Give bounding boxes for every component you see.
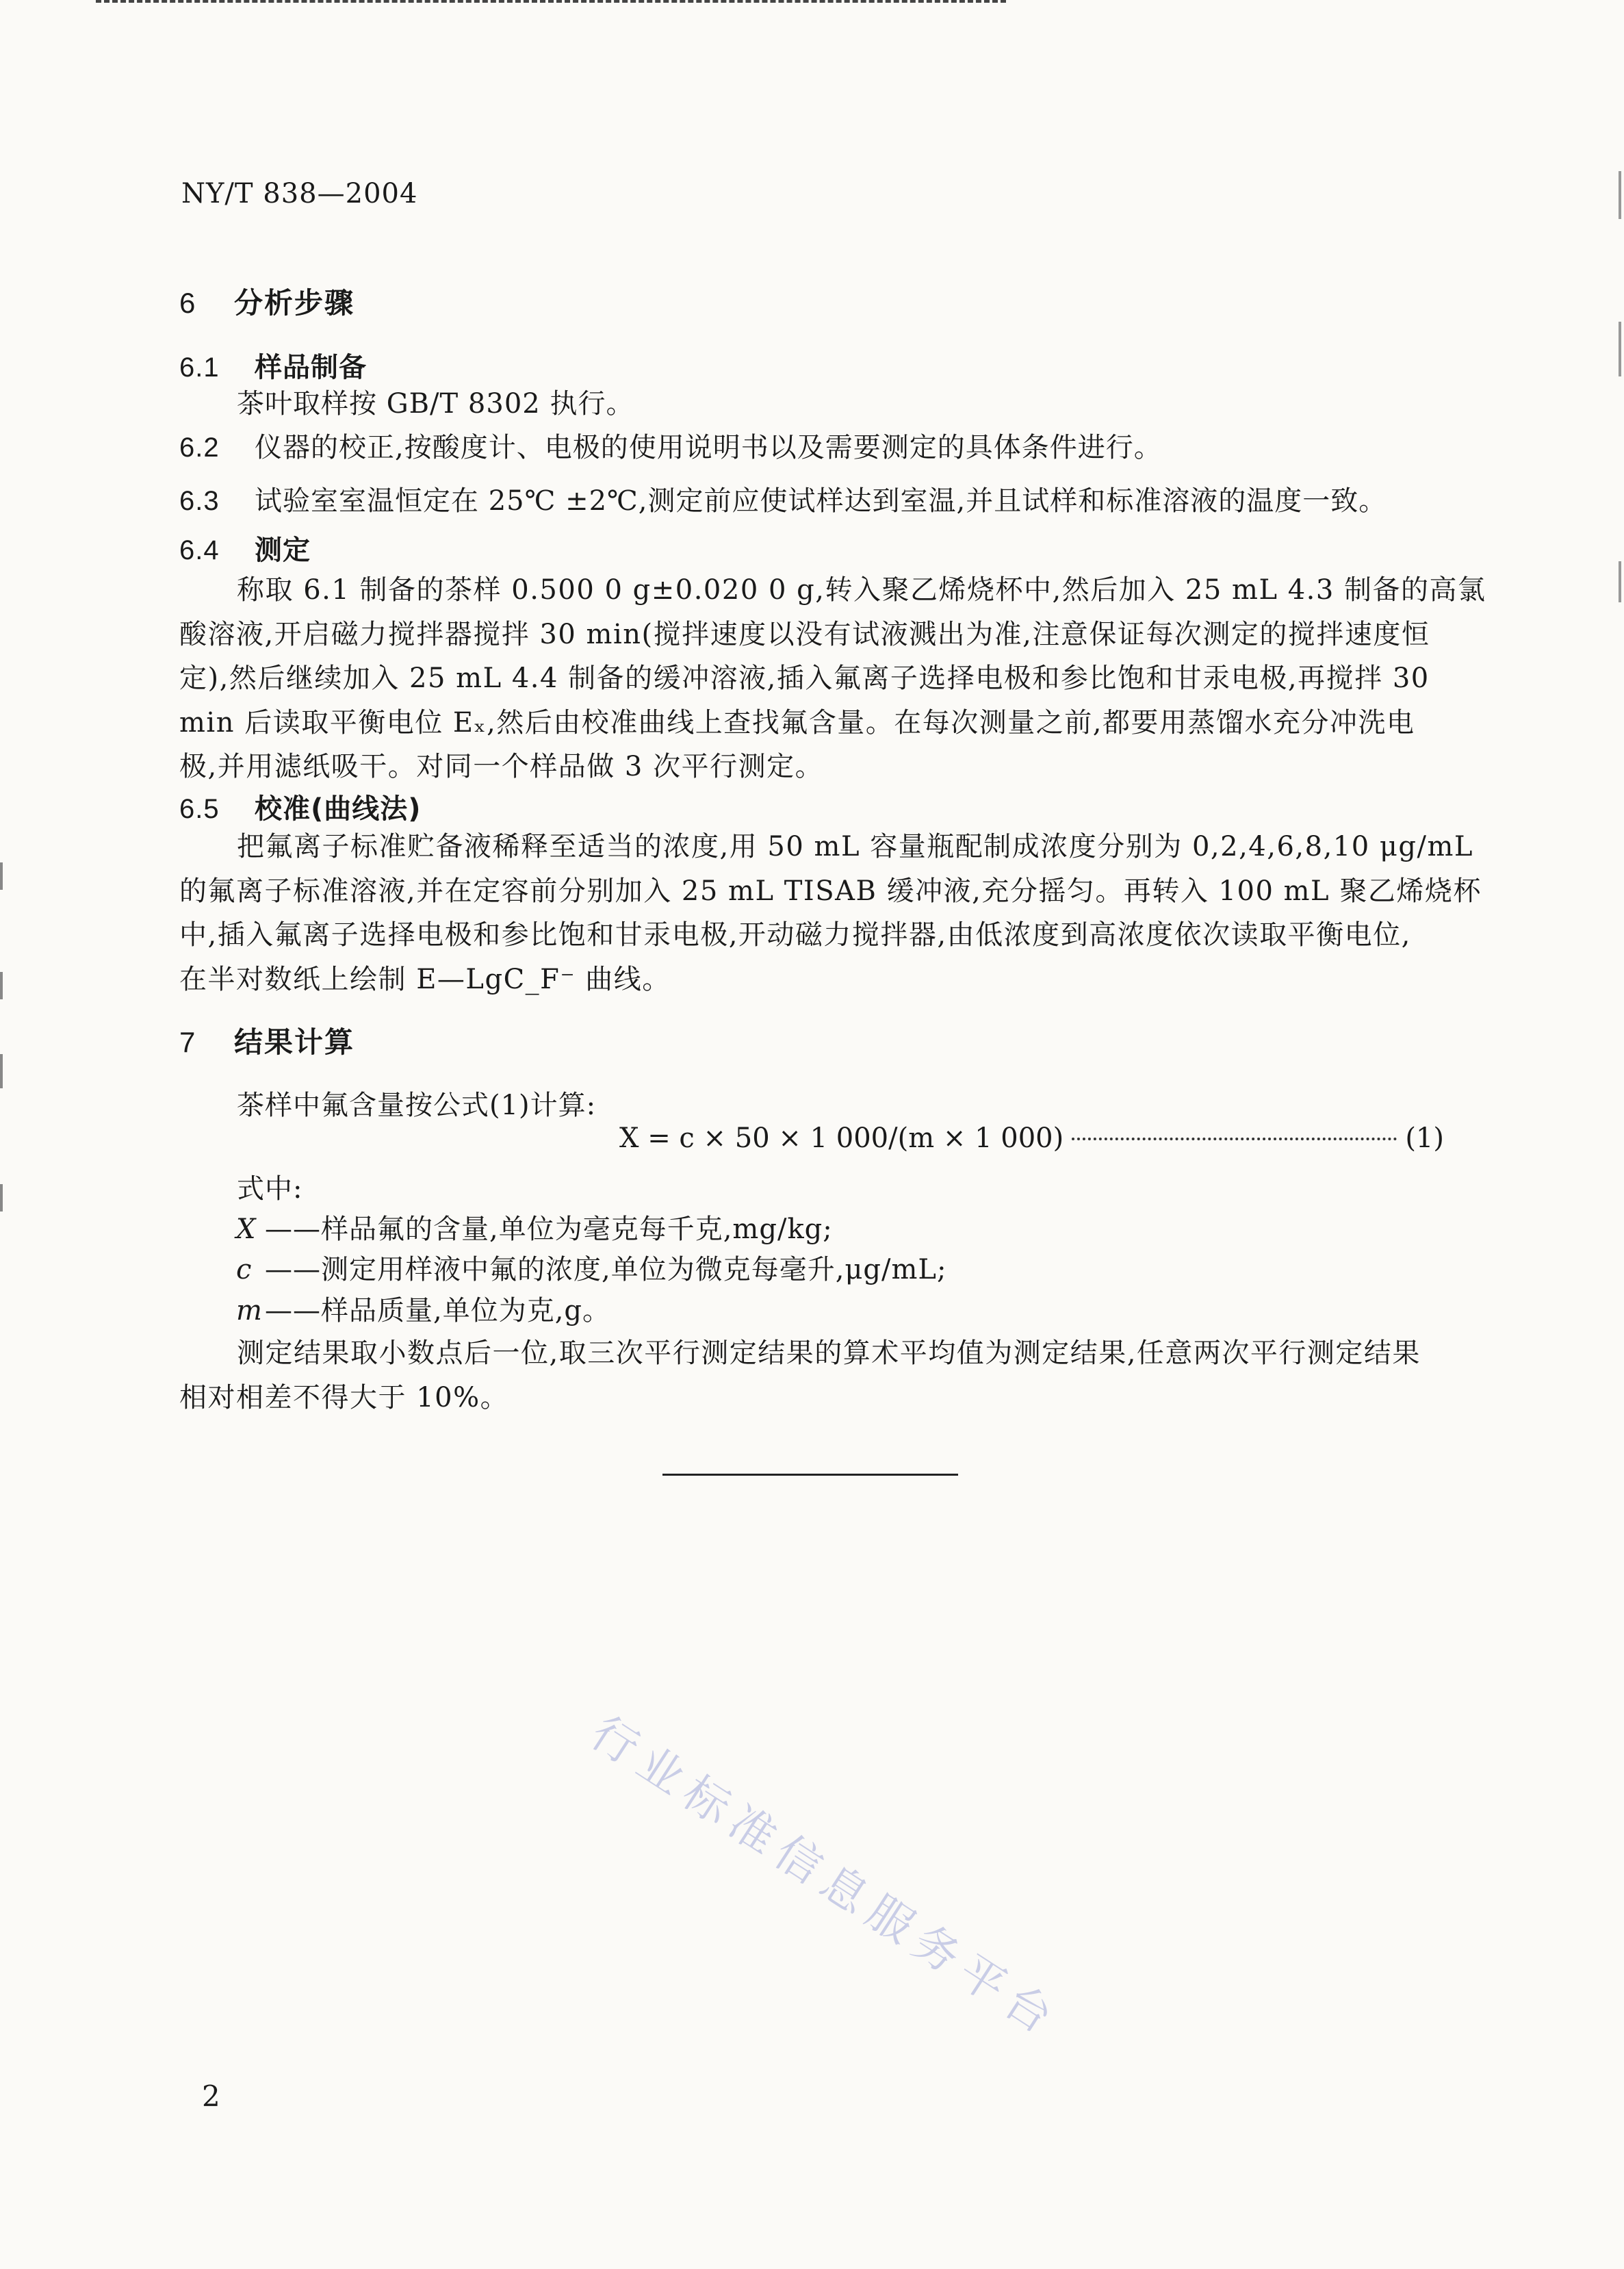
section-number: 7 <box>179 1026 197 1058</box>
section-6-heading <box>179 281 355 322</box>
section-number: 6.1 <box>179 352 220 383</box>
formula-intro: 茶样中氟含量按公式(1)计算: <box>237 1090 597 1121</box>
scan-edge-mark <box>0 1184 3 1212</box>
variable-symbol: c <box>236 1254 253 1285</box>
scan-edge-mark <box>1619 561 1621 602</box>
section-title: 结果计算 <box>234 1025 355 1059</box>
variable-description: ——样品氟的含量,单位为毫克每千克,mg/kg; <box>265 1214 833 1245</box>
paragraph-line: 相对相差不得大于 10%。 <box>179 1381 509 1413</box>
paragraph-line: 在半对数纸上绘制 E—LgC_F⁻ 曲线。 <box>179 963 671 995</box>
section-text: 仪器的校正,按酸度计、电极的使用说明书以及需要测定的具体条件进行。 <box>255 432 1162 463</box>
paragraph-line: 中,插入氟离子选择电极和参比饱和甘汞电极,开动磁力搅拌器,由低浓度到高浓度依次读取平衡电位, <box>179 919 1411 951</box>
where-label: 式中: <box>237 1173 303 1205</box>
document-code: NY/T 838—2004 <box>181 178 418 209</box>
end-rule <box>662 1474 958 1476</box>
variable-description: ——测定用样液中氟的浓度,单位为微克每毫升,μg/mL; <box>265 1254 947 1285</box>
section-6-4-paragraph <box>179 568 1486 789</box>
paragraph-line: 的氟离子标准溶液,并在定容前分别加入 25 mL TISAB 缓冲液,充分摇匀。再转入 100 mL 聚乙烯烧杯 <box>179 875 1482 907</box>
section-title: 测定 <box>255 535 311 566</box>
section-title: 样品制备 <box>255 352 367 383</box>
section-number: 6.3 <box>179 486 220 516</box>
variable-definition <box>236 1248 946 1287</box>
section-7-heading <box>179 1020 355 1061</box>
result-paragraph <box>179 1331 1445 1420</box>
variable-definition <box>236 1207 833 1246</box>
paragraph-line: 称取 6.1 制备的茶样 0.500 0 g±0.020 0 g,转入聚乙烯烧杯中,然后加入 25 mL 4.3 制备的高氯 <box>237 574 1486 606</box>
section-text: 试验室室温恒定在 25℃ ±2℃,测定前应使试样达到室温,并且试样和标准溶液的温度一致。 <box>255 485 1387 517</box>
paragraph-line: 定),然后继续加入 25 mL 4.4 制备的缓冲溶液,插入氟离子选择电极和参比饱和甘汞电极,再搅拌 30 <box>179 663 1430 694</box>
section-6-2 <box>179 426 1162 465</box>
scan-edge-mark <box>0 972 3 999</box>
formula-1 <box>619 1123 1444 1154</box>
section-6-1-text: 茶叶取样按 GB/T 8302 执行。 <box>237 388 634 420</box>
paragraph-line: 极,并用滤纸吸干。对同一个样品做 3 次平行测定。 <box>179 751 824 782</box>
section-title: 分析步骤 <box>234 286 355 320</box>
variable-symbol: m <box>236 1295 263 1326</box>
variable-definition <box>236 1289 610 1328</box>
section-number: 6 <box>179 287 197 319</box>
scan-edge-mark <box>0 1054 3 1088</box>
variable-symbol: X <box>236 1214 257 1245</box>
watermark: 行业标准信息服务平台 <box>581 1706 1070 2049</box>
section-6-4-heading <box>179 528 311 567</box>
formula-expression: X = c × 50 × 1 000/(m × 1 000) <box>619 1123 1064 1154</box>
section-number: 6.5 <box>179 794 220 824</box>
scan-edge-mark <box>1619 322 1621 376</box>
formula-number: (1) <box>1405 1123 1444 1154</box>
section-title: 校准(曲线法) <box>255 793 422 825</box>
paragraph-line: 酸溶液,开启磁力搅拌器搅拌 30 min(搅拌速度以没有试液溅出为准,注意保证每次测定的搅拌速度恒 <box>179 618 1430 650</box>
section-number: 6.2 <box>179 433 220 463</box>
section-number: 6.4 <box>179 535 220 565</box>
scan-edge-mark <box>0 862 3 890</box>
section-6-1-heading <box>179 346 367 385</box>
paragraph-line: 测定结果取小数点后一位,取三次平行测定结果的算术平均值为测定结果,任意两次平行测定结果 <box>237 1337 1421 1369</box>
paragraph-line: 把氟离子标准贮备液稀释至适当的浓度,用 50 mL 容量瓶配制成浓度分别为 0,2,4,6,8,10 μg/mL <box>237 831 1473 862</box>
paragraph-line: min 后读取平衡电位 Eₓ,然后由校准曲线上查找氟含量。在每次测量之前,都要用蒸馏水充分冲洗电 <box>179 706 1415 739</box>
section-6-3 <box>179 479 1387 518</box>
dot-leader <box>1072 1138 1397 1140</box>
top-edge-rule <box>96 0 1006 11</box>
section-6-5-heading <box>179 787 422 826</box>
section-6-5-paragraph <box>179 825 1482 1001</box>
scan-edge-mark <box>1619 171 1621 219</box>
page-number: 2 <box>202 2079 220 2113</box>
variable-description: ——样品质量,单位为克,g。 <box>265 1295 611 1326</box>
